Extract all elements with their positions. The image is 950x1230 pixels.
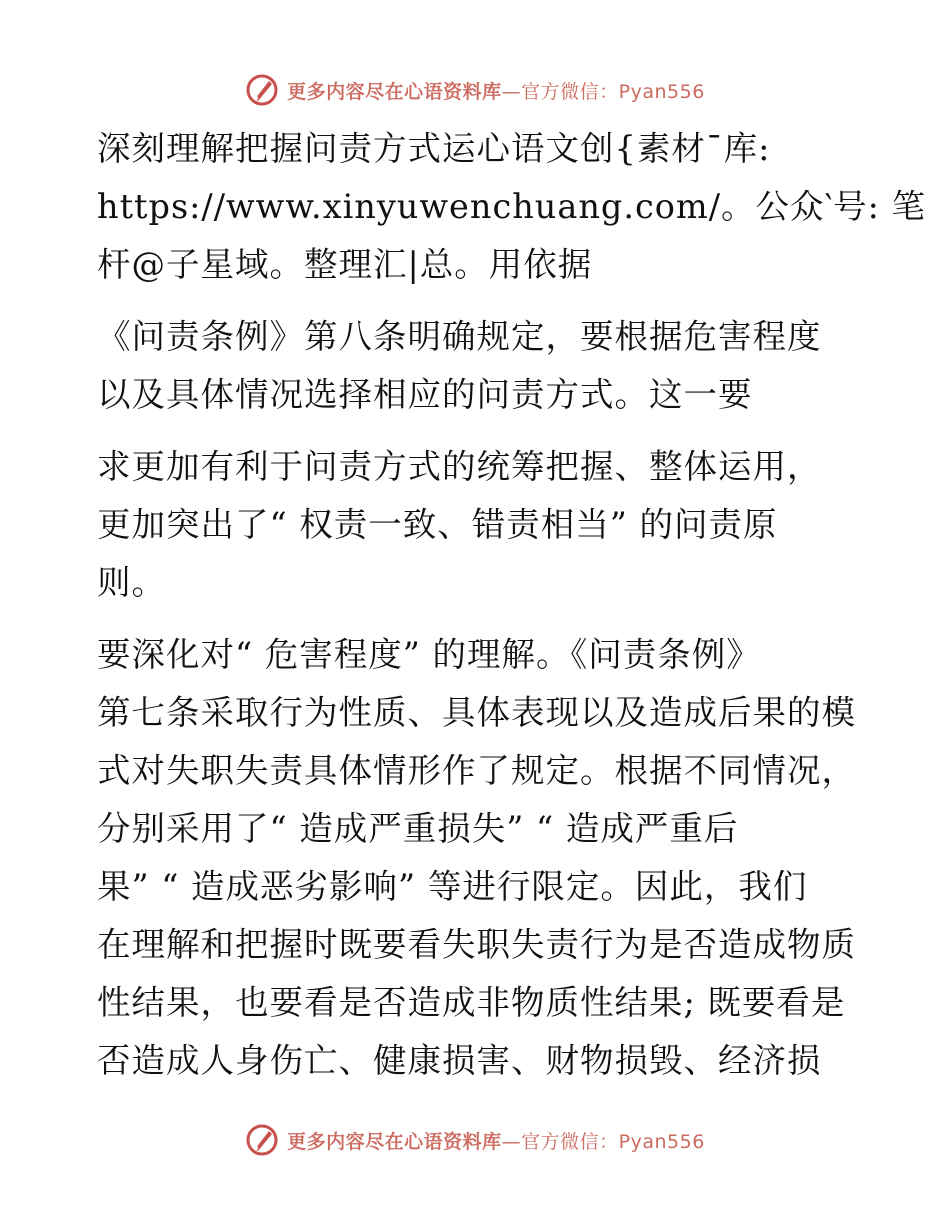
- document-body: [97, 120, 927, 1104]
- header-banner: [0, 70, 950, 110]
- text-line: 式对失职失责具体情形作了规定。根据不同情况，: [97, 751, 856, 790]
- text-line: 《问责条例》第八条明确规定，要根据危害程度: [97, 317, 822, 356]
- text-line: 求更加有利于问责方式的统筹把握、整体运用，: [97, 447, 822, 486]
- text-line: https://www.xinyuwenchuang.com/。公众‵号: 笔: [97, 187, 927, 226]
- text-line: 要深化对“ 危害程度” 的理解。《问责条例》: [97, 635, 761, 674]
- text-line: 则。: [97, 563, 166, 602]
- text-line: 分别采用了“ 造成严重损失” “ 造成严重后: [97, 809, 739, 848]
- text-line: 深刻理解把握问责方式运心语文创{素材¯库:: [97, 129, 771, 168]
- pen-logo-icon: [245, 73, 279, 107]
- paragraph: [97, 438, 867, 612]
- paragraph: [97, 120, 927, 294]
- text-line: 性结果，也要看是否造成非物质性结果; 既要看是: [97, 983, 846, 1022]
- text-line: 在理解和把握时既要看失职失责行为是否造成物质: [97, 925, 856, 964]
- footer-banner: [0, 1120, 950, 1160]
- text-line: 杆@子星域。整理汇|总。用依据: [97, 245, 593, 284]
- text-line: 以及具体情况选择相应的问责方式。这一要: [97, 375, 753, 414]
- text-line: 果” “ 造成恶劣影响” 等进行限定。因此，我们: [97, 867, 808, 906]
- text-line: 否造成人身伤亡、健康损害、财物损毁、经济损: [97, 1041, 822, 1080]
- paragraph: [97, 626, 867, 1090]
- banner-text: 更多内容尽在心语资料库—官方微信：Pyan556: [287, 1130, 705, 1153]
- text-line: 更加突出了“ 权责一致、错责相当” 的问责原: [97, 505, 778, 544]
- pen-logo-icon: [245, 1123, 279, 1157]
- paragraph: [97, 308, 867, 424]
- text-line: 第七条采取行为性质、具体表现以及造成后果的模: [97, 693, 856, 732]
- banner-text: 更多内容尽在心语资料库—官方微信：Pyan556: [287, 80, 705, 103]
